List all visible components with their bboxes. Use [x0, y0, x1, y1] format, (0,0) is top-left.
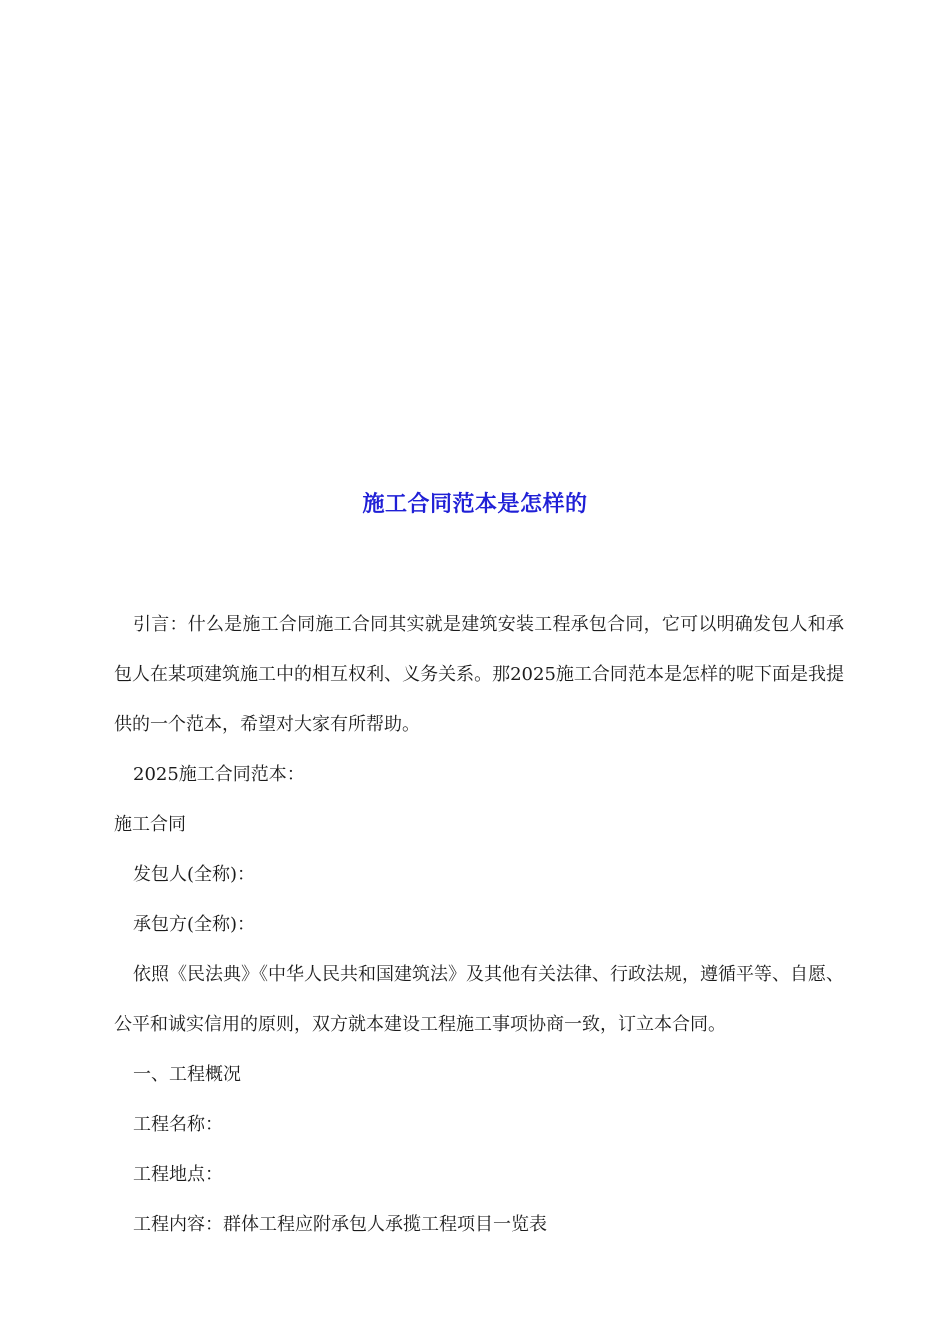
sample-heading: 2025施工合同范本： [133, 764, 305, 785]
employer-line: 发包人(全称)： [133, 864, 256, 885]
document-title: 施工合同范本是怎样的 [362, 491, 588, 517]
project-name-line: 工程名称： [133, 1114, 223, 1135]
contractor-line: 承包方(全称)： [133, 914, 256, 935]
document-body [114, 600, 844, 1250]
project-content-line: 工程内容：群体工程应附承包人承揽工程项目一览表 [133, 1214, 547, 1235]
legal-basis-paragraph: 依照《民法典》《中华人民共和国建筑法》及其他有关法律、行政法规，遵循平等、自愿、公平和诚实信用的原则，双方就本建设工程施工事项协商一致，订立本合同。 [114, 964, 844, 1035]
intro-paragraph: 引言：什么是施工合同施工合同其实就是建筑安装工程承包合同，它可以明确发包人和承包人在某项建筑施工中的相互权利、义务关系。那2025施工合同范本是怎样的呢下面是我提供的一个范本，希望对大家有所帮助。 [114, 614, 844, 735]
section-heading-overview: 一、工程概况 [133, 1064, 241, 1085]
contract-heading: 施工合同 [114, 814, 186, 835]
project-location-line: 工程地点： [133, 1164, 223, 1185]
